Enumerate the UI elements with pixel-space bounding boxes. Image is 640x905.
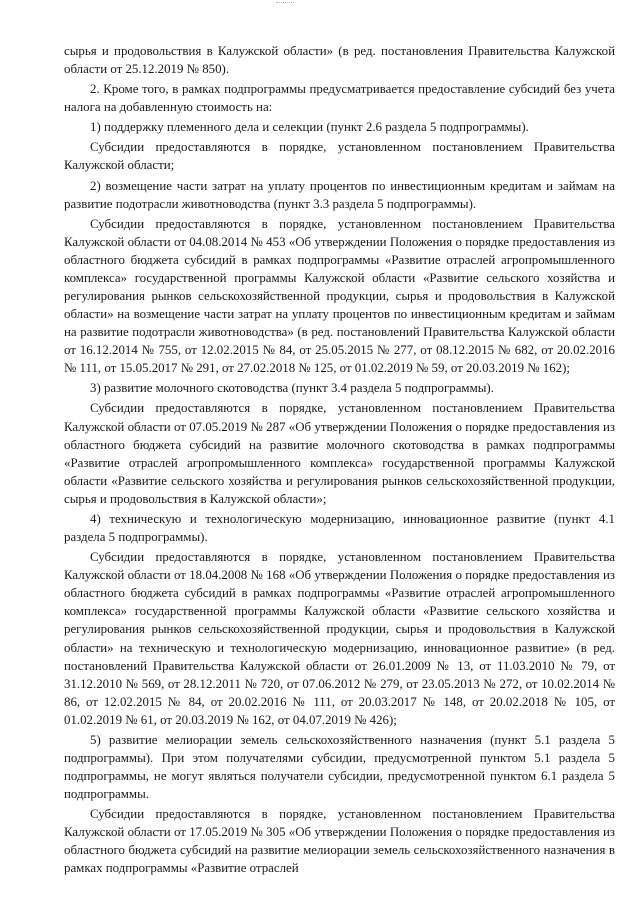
paragraph-subsidy-note-1: Субсидии предоставляются в порядке, установленном постановлением Правительства Калужской области; xyxy=(64,140,615,173)
paragraph-list-item-5: 5) развитие мелиорации земель сельскохозяйственного назначения (пункт 5.1 раздела 5 подпрограммы). При этом получателями субсидии, предусмотренной пунктом 5.1 раздела 5 подпрограммы, не могут являться получатели субсидии, предусмотренной пунктом 6.1 раздела 5 подпрограммы. xyxy=(64,732,615,802)
paragraph-subsidy-note-2: Субсидии предоставляются в порядке, установленном постановлением Правительства Калужской области от 04.08.2014 № 453 «Об утверждении Положения о порядке предоставления из областного бюджета субсидий в рамках подпрограммы «Развитие отраслей агропромышленного комплекса» государственной программы Калужской области «Развитие сельского хозяйства и регулирования рынков сельскохозяйственной продукции, сырья и продовольствия в Калужской области» на возмещение части затрат на уплату процентов по инвестиционным кредитам и займам на развитие подотрасли животноводства» (в ред. постановлений Правительства Калужской области от 16.12.2014 № 755, от 12.02.2015 № 84, от 25.05.2015 № 277, от 08.12.2015 № 682, от 20.02.2016 № 111, от 15.05.2017 № 291, от 27.02.2018 № 125, от 01.02.2019 № 59, от 20.03.2019 № 162); xyxy=(64,216,615,376)
paragraph-list-item-1: 1) поддержку племенного дела и селекции (пункт 2.6 раздела 5 подпрограммы). xyxy=(90,120,529,135)
paragraph-subsidy-note-5: Субсидии предоставляются в порядке, установленном постановлением Правительства Калужской области от 17.05.2019 № 305 «Об утверждении Положения о порядке предоставления из областного бюджета субсидий на развитие мелиорации земель сельскохозяйственного назначения в рамках подпрограммы «Развитие отраслей xyxy=(64,807,615,876)
paragraph-list-item-2: 2) возмещение части затрат на уплату процентов по инвестиционным кредитам и займам на развитие подотрасли животноводства (пункт 3.3 раздела 5 подпрограммы). xyxy=(64,178,615,211)
paragraph-continuation: сырья и продовольствия в Калужской области» (в ред. постановления Правительства Калужской области от 25.12.2019 № 850). xyxy=(64,44,615,77)
paragraph-subsidy-note-4: Субсидии предоставляются в порядке, установленном постановлением Правительства Калужской области от 18.04.2008 № 168 «Об утверждении Положения о порядке предоставления из областного бюджета субсидий в рамках подпрограммы «Развитие отраслей агропромышленного комплекса» государственной программы Калужской области «Развитие сельского хозяйства и регулирования рынков сельскохозяйственной продукции, сырья и продовольствия в Калужской области» на техническую и технологическую модернизацию, инновационное развитие» (в ред. постановлений Правительства Калужской области от 26.01.2009 № 13, от 11.03.2010 № 79, от 31.12.2010 № 569, от 28.12.2011 № 720, от 07.06.2012 № 279, от 23.05.2013 № 272, от 10.02.2014 № 86, от 12.02.2015 № 84, от 20.02.2016 № 111, от 20.03.2017 № 148, от 20.02.2018 № 105, от 01.02.2019 № 61, от 20.03.2019 № 162, от 04.07.2019 № 426); xyxy=(64,550,615,727)
paragraph-list-item-4: 4) техническую и технологическую модернизацию, инновационное развитие (пункт 4.1 раздела 5 подпрограммы). xyxy=(64,511,615,545)
scan-mark xyxy=(276,2,294,5)
document-body xyxy=(64,42,615,880)
paragraph-list-item-3: 3) развитие молочного скотоводства (пункт 3.4 раздела 5 подпрограммы). xyxy=(90,381,494,396)
paragraph-item-2-intro: 2. Кроме того, в рамках подпрограммы предусматривается предоставление субсидий без учета налога на добавленную стоимость на: xyxy=(64,82,615,115)
paragraph-subsidy-note-3: Субсидии предоставляются в порядке, установленном постановлением Правительства Калужской области от 07.05.2019 № 287 «Об утверждении Положения о порядке предоставления из областного бюджета субсидий на развитие молочного скотоводства в рамках подпрограммы «Развитие отраслей агропромышленного комплекса» государственной программы Калужской области «Развитие сельского хозяйства и регулирования рынков сельскохозяйственной продукции, сырья и продовольствия в Калужской области»; xyxy=(64,401,615,506)
